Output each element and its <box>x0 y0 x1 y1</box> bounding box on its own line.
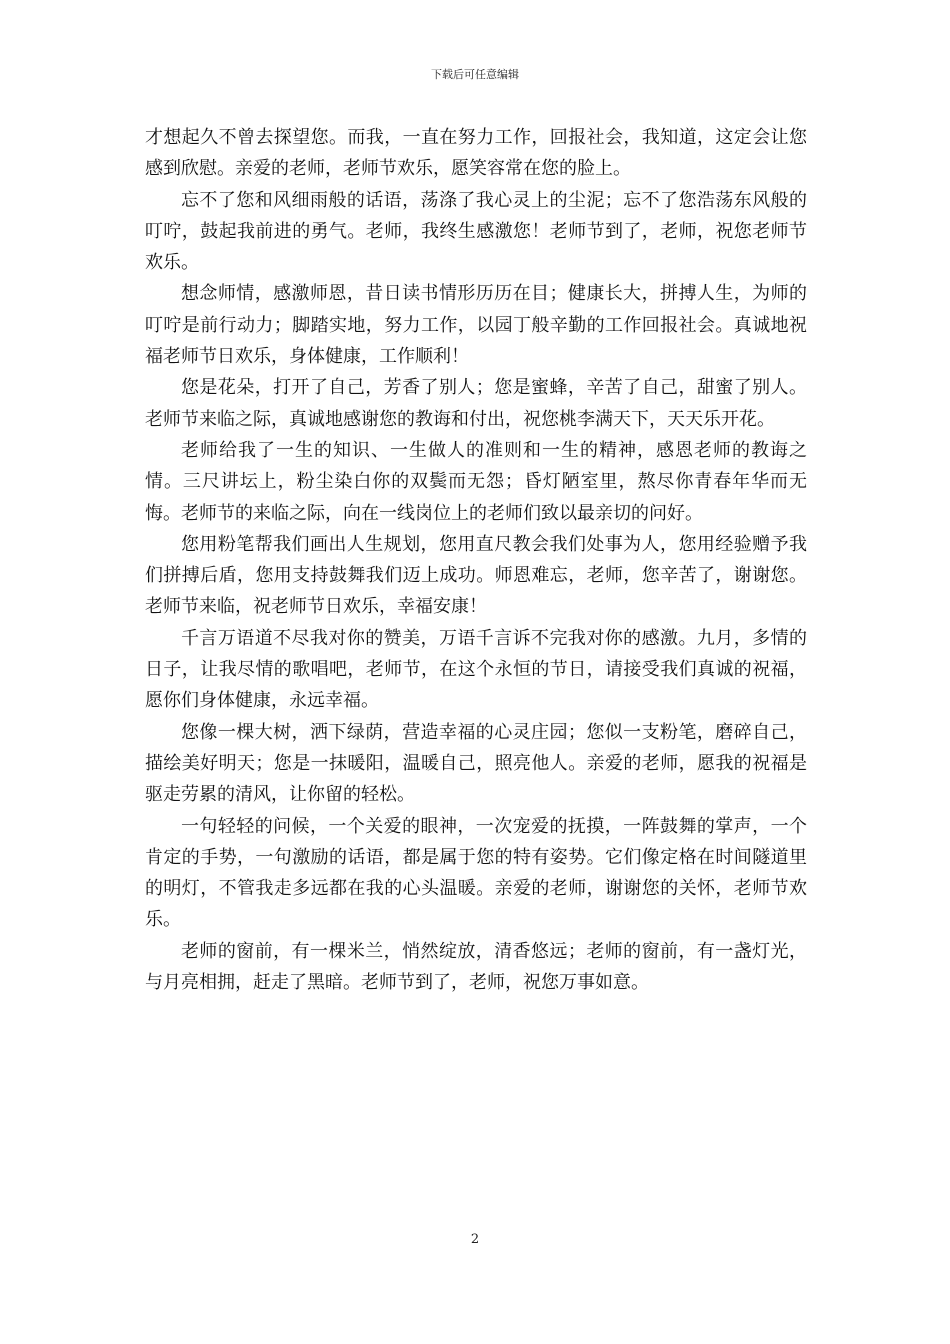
paragraph: 老师的窗前，有一棵米兰，悄然绽放，清香悠远；老师的窗前，有一盏灯光，与月亮相拥，赶走了黑暗。老师节到了，老师，祝您万事如意。 <box>145 940 807 994</box>
paragraph: 您是花朵，打开了自己，芳香了别人；您是蜜蜂，辛苦了自己，甜蜜了别人。老师节来临之际，真诚地感谢您的教诲和付出，祝您桃李满天下，天天乐开花。 <box>145 377 807 430</box>
paragraph: 您像一棵大树，洒下绿荫，营造幸福的心灵庄园；您似一支粉笔，磨碎自己，描绘美好明天；您是一抹暖阳，温暖自己，照亮他人。亲爱的老师，愿我的祝福是驱走劳累的清风，让你留的轻松。 <box>145 721 807 806</box>
page-number: 2 <box>470 1232 480 1247</box>
paragraph: 想念师情，感激师恩，昔日读书情形历历在目；健康长大，拼搏人生，为师的叮咛是前行动力；脚踏实地，努力工作，以园丁般辛勤的工作回报社会。真诚地祝福老师节日欢乐，身体健康，工作顺利！ <box>145 283 807 368</box>
paragraph: 老师给我了一生的知识、一生做人的准则和一生的精神，感恩老师的教诲之情。三尺讲坛上，粉尘染白你的双鬓而无怨；昏灯陋室里，熬尽你青春年华而无悔。老师节的来临之际，向在一线岗位上的老师们致以最亲切的问好。 <box>145 439 807 524</box>
paragraph: 一句轻轻的问候，一个关爱的眼神，一次宠爱的抚摸，一阵鼓舞的掌声，一个肯定的手势，一句激励的话语，都是属于您的特有姿势。它们像定格在时间隧道里的明灯，不管我走多远都在我的心头温暖。亲爱的老师，谢谢您的关怀，老师节欢乐。 <box>145 815 807 931</box>
paragraph: 忘不了您和风细雨般的话语，荡涤了我心灵上的尘泥；忘不了您浩荡东风般的叮咛，鼓起我前进的勇气。老师，我终生感激您！老师节到了，老师，祝您老师节欢乐。 <box>145 189 807 274</box>
paragraph: 您用粉笔帮我们画出人生规划，您用直尺教会我们处事为人，您用经验赠予我们拼搏后盾，您用支持鼓舞我们迈上成功。师恩难忘，老师，您辛苦了，谢谢您。老师节来临，祝老师节日欢乐，幸福安康！ <box>145 533 807 618</box>
paragraph: 千言万语道不尽我对你的赞美，万语千言诉不完我对你的感激。九月，多情的日子，让我尽情的歌唱吧，老师节，在这个永恒的节日，请接受我们真诚的祝福，愿你们身体健康，永远幸福。 <box>145 627 807 712</box>
page-header: 下载后可任意编辑 <box>431 68 519 81</box>
document-body <box>145 122 807 998</box>
paragraph: 才想起久不曾去探望您。而我，一直在努力工作，回报社会，我知道，这定会让您感到欣慰。亲爱的老师，老师节欢乐，愿笑容常在您的脸上。 <box>145 127 807 180</box>
